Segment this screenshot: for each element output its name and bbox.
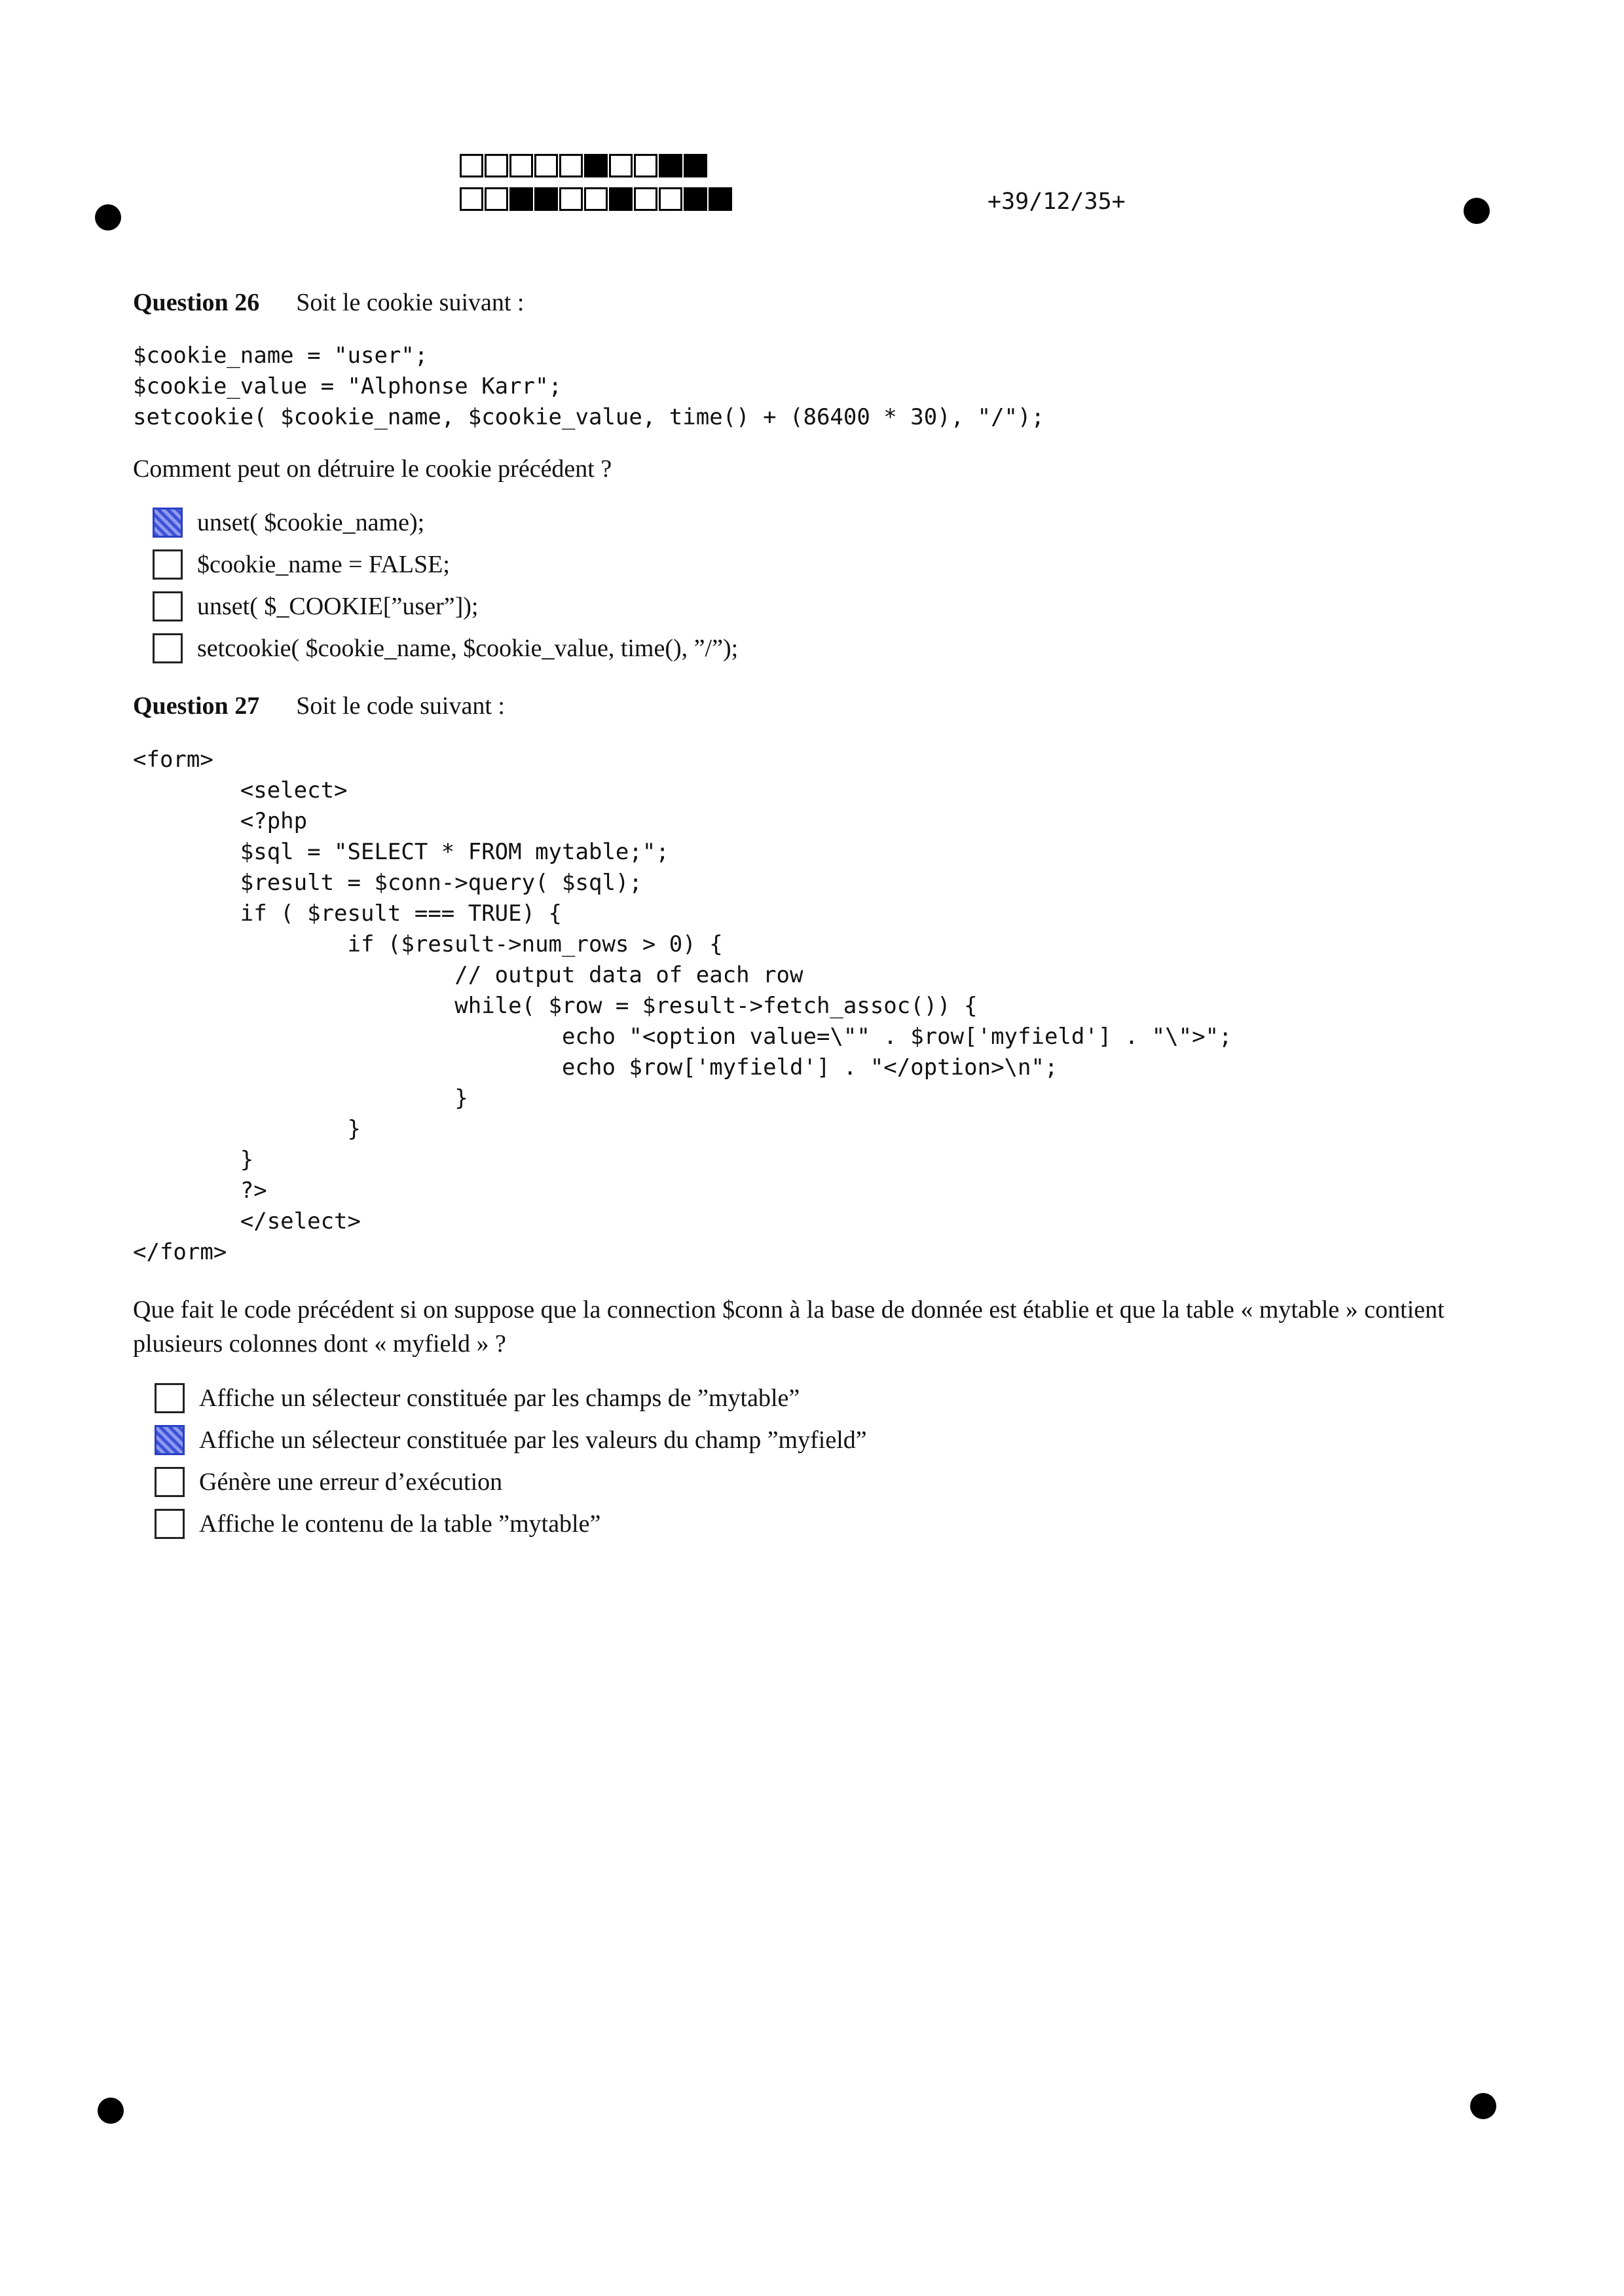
question-27-heading (133, 692, 505, 720)
code-line: $cookie_value = "Alphonse Karr"; (133, 373, 563, 399)
answer-text: Génère une erreur d’exécution (199, 1468, 503, 1496)
barcode-cell (509, 187, 533, 211)
barcode-cell (659, 187, 682, 211)
code-line: while( $row = $result->fetch_assoc()) { (133, 993, 978, 1019)
empty-checkbox[interactable] (153, 549, 183, 580)
barcode-cell (584, 154, 608, 177)
barcode-cell (684, 154, 707, 177)
code-line: if ( $result === TRUE) { (133, 900, 563, 927)
barcode-cell (460, 154, 483, 177)
question-number: Question 27 (133, 692, 260, 720)
code-line: if ($result->num_rows > 0) { (133, 931, 723, 957)
question-intro: Soit le code suivant : (296, 692, 505, 720)
answer-text: unset( $_COOKIE[”user”]); (197, 593, 479, 620)
registration-mark-bottom-left (98, 2098, 124, 2124)
answer-option[interactable] (153, 627, 738, 669)
answer-text: $cookie_name = FALSE; (197, 551, 450, 578)
checked-checkbox[interactable] (155, 1425, 185, 1455)
barcode-row (460, 154, 709, 177)
answer-option[interactable] (155, 1419, 867, 1461)
question-26-heading (133, 288, 525, 317)
barcode-cell (559, 154, 583, 177)
empty-checkbox[interactable] (155, 1467, 185, 1497)
code-line: // output data of each row (133, 962, 803, 988)
barcode-cell (534, 154, 558, 177)
barcode-cell (485, 154, 508, 177)
barcode-cell (684, 187, 707, 211)
code-line: $sql = "SELECT * FROM mytable;"; (133, 839, 669, 865)
barcode-cell (609, 154, 633, 177)
code-line: $cookie_name = "user"; (133, 343, 428, 369)
barcode-cell (584, 187, 608, 211)
code-line: echo $row['myfield'] . "</option>\n"; (133, 1054, 1058, 1081)
answer-option[interactable] (153, 544, 738, 585)
answer-text: Affiche un sélecteur constituée par les champs de ”mytable” (199, 1384, 800, 1412)
code-line: } (133, 1085, 468, 1111)
empty-checkbox[interactable] (155, 1383, 185, 1413)
answer-list (153, 502, 738, 669)
code-line: </select> (133, 1208, 361, 1234)
code-block (133, 745, 1232, 1268)
code-line: $result = $conn->query( $sql); (133, 870, 642, 896)
barcode-cell (460, 187, 483, 211)
code-line: </form> (133, 1239, 227, 1265)
page-id: +39/12/35+ (987, 189, 1126, 215)
barcode-cell (709, 187, 732, 211)
question-prompt: Que fait le code précédent si on suppose que la connection $conn à la base de donnée est établie et que la table « mytable » contient plusieurs colonnes dont « myfield » ? (133, 1296, 1445, 1358)
answer-option[interactable] (155, 1377, 867, 1419)
question-intro: Soit le cookie suivant : (296, 289, 525, 316)
code-line: <?php (133, 808, 308, 834)
registration-mark-top-left (95, 204, 121, 231)
code-line: } (133, 1147, 254, 1173)
checked-checkbox[interactable] (153, 508, 183, 538)
barcode-row (460, 187, 733, 211)
answer-list (155, 1377, 867, 1545)
registration-mark-top-right (1464, 198, 1490, 224)
code-line: <select> (133, 777, 348, 804)
empty-checkbox[interactable] (153, 591, 183, 621)
code-line: <form> (133, 747, 213, 773)
answer-text: Affiche le contenu de la table ”mytable” (199, 1510, 601, 1538)
barcode-cell (659, 154, 682, 177)
code-line: echo "<option value=\"" . $row['myfield'] . "\">"; (133, 1024, 1232, 1050)
barcode-cell (634, 187, 657, 211)
answer-option[interactable] (153, 585, 738, 627)
barcode-cell (609, 187, 633, 211)
answer-option[interactable] (155, 1503, 867, 1545)
barcode-cell (559, 187, 583, 211)
code-line: } (133, 1116, 361, 1142)
registration-mark-bottom-right (1470, 2093, 1496, 2119)
answer-text: setcookie( $cookie_name, $cookie_value, time(), ”/”); (197, 635, 739, 662)
answer-option[interactable] (153, 502, 738, 544)
answer-text: unset( $cookie_name); (197, 509, 425, 536)
barcode-cell (485, 187, 508, 211)
empty-checkbox[interactable] (155, 1509, 185, 1539)
barcode-cell (534, 187, 558, 211)
code-line: ?> (133, 1177, 267, 1204)
code-line: setcookie( $cookie_name, $cookie_value, time() + (86400 * 30), "/"); (133, 404, 1044, 430)
question-number: Question 26 (133, 289, 260, 316)
answer-option[interactable] (155, 1461, 867, 1503)
code-block (133, 341, 1044, 433)
answer-text: Affiche un sélecteur constituée par les valeurs du champ ”myfield” (199, 1426, 867, 1454)
empty-checkbox[interactable] (153, 633, 183, 663)
barcode-cell (634, 154, 657, 177)
question-prompt: Comment peut on détruire le cookie précédent ? (133, 455, 612, 483)
barcode-cell (509, 154, 533, 177)
